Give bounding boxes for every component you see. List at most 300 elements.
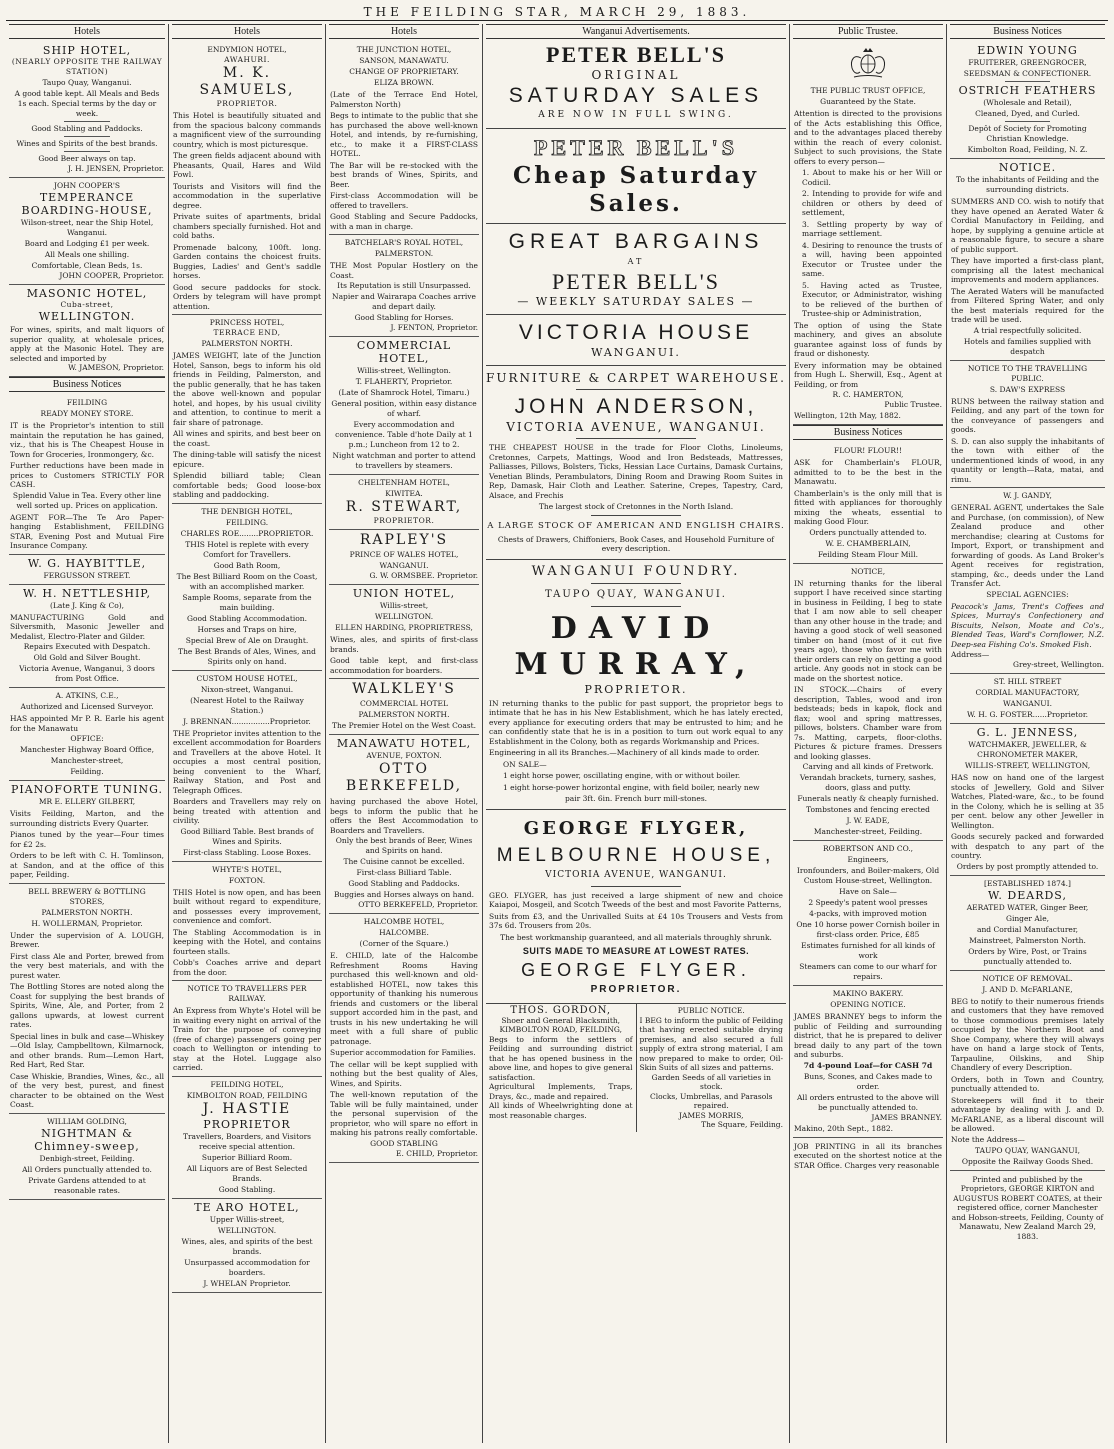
- ad-text: 2. Intending to provide for wife and children or others by deed of settlement,: [802, 189, 942, 217]
- ad-sub: PROPRIETOR.: [216, 99, 278, 108]
- ad-line: ARE NOW IN FULL SWING.: [538, 110, 734, 120]
- ad-princess-hotel: [172, 315, 322, 504]
- ad-line: FOXTON.: [228, 875, 266, 885]
- ad-text: IN STOCK.—Chairs of every description, Tables, wood and iron bedsteads; beds in kapok, flock and flax; wool and spring mattresses, pillows, bolsters. Chamber ware from 7s. Matting, carpets, floor-cloths. Pictures & picture frames. Dressers and looking glasses.: [794, 685, 942, 761]
- ad-title: PIANOFORTE TUNING.: [10, 783, 164, 796]
- ad-title: SATURDAY SALES: [508, 84, 764, 107]
- ad-text: Every information may be obtained from Hugh L. Sherwill, Esq., Agent at Feilding, or from: [794, 360, 942, 389]
- ad-wanganui-foundry: [486, 565, 786, 804]
- ad-line: (Late of Shamrock Hotel, Timaru.): [338, 388, 470, 397]
- ad-text: Storekeepers will find it to their advantage by dealing with J. and D. McFARLANE, as a liberal discount will be allowed.: [951, 1095, 1104, 1133]
- ad-text: 4. Desiring to renounce the trusts of a will, having been appointed Executor or Trustee under the same.: [802, 240, 942, 278]
- ad-line: Private Gardens attended to at reasonable rates.: [28, 1175, 146, 1195]
- ad-line: Ginger Ale,: [1005, 913, 1050, 923]
- ad-line: H. WOLLERMAN, Proprietor.: [31, 918, 143, 928]
- ad-text: THE Most Popular Hostlery on the Coast.: [330, 261, 478, 280]
- ad-piano-tuning: [9, 781, 165, 884]
- ad-golding: [9, 1114, 165, 1200]
- ad-text: THE CHEAPEST HOUSE in the trade for Floor Cloths, Linoleums, Cretonnes, Carpets, Mattings, Wood and Iron Bedsteads, Mattresses, Palliasses, Pillows, Bolsters, Ticks, Hessian Lace Curtains, Damask Curtains, Venetian Blinds, Perambulators, Dining Room and Drawing Room Suites in Rep, Damask, Hair Cloth and Leather. Saterine, Crepes, Tapestry, Card, Alsace, and Frechis: [489, 443, 783, 500]
- ad-line: OPENING NOTICE.: [830, 1000, 906, 1009]
- coat-of-arms-icon: [846, 46, 890, 80]
- column-head: Public Trustee.: [793, 24, 943, 39]
- ad-line: — WEEKLY SATURDAY SALES —: [517, 295, 755, 308]
- ad-cheltenham-hotel: [329, 475, 479, 530]
- ad-line: Orders by Wire, Post, or Trains punctually attended to.: [968, 946, 1087, 966]
- ad-text: THE Proprietor invites attention to the excellent accommodation for Boarders and Travellers at the above Hotel. It occupies a most central position, being convenient to the Wharf, Railway Station, and Post and Telegraph Offices.: [173, 728, 321, 795]
- ad-line: Garden Seeds of all varieties in stock.: [651, 1072, 771, 1091]
- ad-text: HAS now on hand one of the largest stocks of Jewellery, Gold and Silver Watches, Plated-ware, &c., to be found in the Colony, which he is selling at 35 per cent. below any other Jeweller in Wellington.: [951, 773, 1104, 830]
- ad-sub: (NEARLY OPPOSITE THE RAILWAY STATION): [11, 57, 163, 76]
- ad-title: BELL BREWERY & BOTTLING STORES,: [28, 886, 146, 906]
- ad-line: The Best Billiard Room on the Coast, with an accomplished marker.: [176, 571, 318, 591]
- ad-text: Wines, ales, and spirits of first-class brands.: [330, 635, 478, 654]
- ad-line: PROPRIETOR.: [584, 682, 688, 696]
- ad-line: Cleaned, Dyed, and Curled.: [975, 109, 1080, 118]
- ad-halcombe-hotel: [329, 914, 479, 1163]
- ad-title: JOHN ANDERSON,: [514, 395, 758, 418]
- ad-text: Visits Feilding, Marton, and the surrounding districts Every Quarter.: [10, 809, 164, 828]
- column-3: [326, 24, 483, 1443]
- ad-text: Peacock's Jams, Trent's Coffees and Spices, Murray's Confectionery and Biscuits, Nelson, Moate and Co's., Blended Teas, Ward's Cornflower, N.Z. Deep-sea Fishing Co's. Smoked Fish.: [951, 601, 1104, 649]
- ad-sub: TERRACE END,: [213, 328, 281, 337]
- ad-text: Agricultural Implements, Traps, Drays, &c., made and repaired.: [489, 1082, 633, 1101]
- ad-line: Only the best brands of Beer, Wines and Spirits on hand.: [335, 836, 473, 855]
- ad-title: COMMERCIAL HOTEL,: [356, 339, 452, 365]
- ad-text: I BEG to inform the public of Feilding that having erected suitable drying premises, and also secured a full supply of extra strong material, I am now prepared to make to order, Oil-Skin Suits of all sizes and patterns.: [639, 1015, 783, 1072]
- ad-signature: W. H. G. FOSTER......Proprietor.: [967, 710, 1088, 719]
- ad-text: Suits from £3, and the Unrivalled Suits at £4 10s Trousers and Vests from 37s 6d. Trousers from 20s.: [489, 911, 783, 930]
- ad-text: All wines and spirits, and best beer on the coast.: [173, 429, 321, 448]
- ad-line: Sample Rooms, separate from the main building.: [182, 592, 312, 612]
- ad-line: PALMERSTON NORTH.: [41, 907, 133, 917]
- ad-line: The Best Brands of Ales, Wines, and Spirits only on hand.: [178, 646, 316, 666]
- ad-title: PETER BELL'S: [534, 135, 738, 160]
- ad-text: pair 3ft. 6in. French burr mill-stones.: [564, 794, 708, 803]
- ad-text: The largest stock of Cretonnes in the North Island.: [538, 502, 734, 511]
- ad-title: MANAWATU HOTEL,: [336, 737, 472, 750]
- ad-line: Horses and Traps on hire,: [197, 624, 297, 634]
- ad-line: Board and Lodging £1 per week.: [24, 239, 150, 248]
- ad-line: Wines and Spirits of the best brands.: [16, 139, 158, 148]
- ad-line: PALMERSTON NORTH.: [358, 710, 450, 719]
- ad-line: OFFICE:: [70, 734, 104, 743]
- ad-line: Orders by post promptly attended to.: [956, 861, 1099, 871]
- ad-line: Wines, ales, and spirits of the best brands.: [181, 1236, 313, 1256]
- ad-text: 1. About to make his or her Will or Codicil.: [802, 168, 942, 187]
- ad-line: ELIZA BROWN.: [374, 78, 434, 87]
- ad-title: OSTRICH FEATHERS: [958, 84, 1097, 97]
- ad-line: Superior Billiard Room.: [201, 1152, 293, 1162]
- ad-text: Begs to inform the settlers of Feilding and surrounding district that he has opened business in the above line, and hopes to give general satisfaction.: [489, 1034, 633, 1082]
- ad-line: Grey-street, Wellington.: [1013, 660, 1104, 669]
- ad-line: AT: [627, 257, 645, 266]
- ad-makino-bakery: [793, 986, 943, 1138]
- ad-text: GEO. FLYGER, has just received a large shipment of new and choice Kaiapoi, Mosgeil, and Scotch Tweeds of the best and most Favorite Patterns,: [489, 890, 783, 909]
- ad-st-hill-cordial: [950, 674, 1105, 724]
- column-head: Wanganui Advertisements.: [486, 24, 786, 39]
- ad-line: Every accommodation and convenience. Table d'hote Daily at 1 p.m.; Luncheon from 12 to 2.: [335, 420, 473, 449]
- ad-title: W. DEARDS,: [988, 888, 1067, 902]
- ad-endymion-hotel: [172, 42, 322, 315]
- ad-line: To the inhabitants of Feilding and the surrounding districts.: [956, 175, 1099, 194]
- ad-edwin-young: [950, 42, 1105, 159]
- ad-line: Night watchman and porter to attend to travellers by steamers.: [332, 451, 476, 470]
- ad-signature: J. FENTON, Proprietor.: [390, 323, 478, 332]
- ad-line: WILLIS-STREET, WELLINGTON,: [964, 761, 1091, 770]
- ad-title: R. STEWART,: [345, 499, 463, 515]
- ad-text: Good table kept, and first-class accommodation for boarders.: [330, 656, 478, 675]
- column-head: Hotels: [9, 24, 165, 39]
- ad-title: WALKLEY'S: [352, 681, 456, 697]
- ad-text: SUMMERS AND CO. wish to notify that they have opened an Aerated Water & Cordial Manufactory in Feilding, and hope, by supplying a genuine article at a reasonable figure, to secure a share of public support.: [951, 197, 1104, 254]
- ad-line: FEILDING.: [225, 517, 269, 527]
- ad-text: S. D. can also supply the inhabitants of the town with either of the undermentioned kinds of wood, in any quantity or length—Rata, matai, and rimu.: [951, 436, 1104, 484]
- ad-signature: JAMES MORRIS,: [679, 1110, 744, 1120]
- ad-line: Manchester-street, Feilding.: [813, 827, 923, 836]
- ad-line: Good Stabling for Horses.: [354, 313, 454, 322]
- imprint: [950, 1171, 1105, 1245]
- ad-title: JOHN COOPER'S: [53, 181, 121, 190]
- ad-text: E. CHILD, late of the Halcombe Refreshment Rooms Having purchased this well-known and old-established HOTEL, now takes this opportunity of thanking his numerous friends and customers or the liberal support accorded him in the past, and trusts in his new undertaking he will meet with a full share of public patronage.: [330, 951, 478, 1046]
- ad-title: MELBOURNE HOUSE,: [496, 844, 776, 866]
- ad-sub: (Late J. King & Co),: [49, 600, 125, 610]
- ad-title: CHELTENHAM HOTEL,: [358, 478, 450, 487]
- ad-te-aro-hotel: [172, 1199, 322, 1293]
- ad-nettleship: [9, 585, 165, 689]
- ad-batchelar-hotel: [329, 235, 479, 337]
- imprint-text: Printed and published by the Proprietors, GEORGE KIRTON and AUGUSTUS ROBERT COATES, at their registered office, corner Manchester and Hobson-streets, Feilding, County of Manawatu, New Zealand March 29, 1883.: [951, 1174, 1104, 1241]
- ad-line: Good Beer always on tap.: [38, 154, 136, 163]
- ad-notice-travellers: [172, 981, 322, 1077]
- ad-jenness: [950, 724, 1105, 876]
- ad-title: PETER BELL'S: [546, 42, 726, 67]
- ad-text: The best workmanship guaranteed, and all materials throughly shrunk.: [500, 932, 772, 942]
- ad-title: READY MONEY STORE.: [40, 409, 134, 418]
- ad-text: 1 eight horse power, oscillating engine, with or without boiler.: [503, 771, 741, 780]
- ad-line: Clocks, Umbrellas, and Parasols repaired.: [650, 1091, 773, 1110]
- ad-line: Victoria Avenue, Wanganui, 3 doors from Post Office.: [19, 664, 155, 683]
- ad-line: Shoer and General Blacksmith,: [501, 1015, 621, 1025]
- ad-custom-house-hotel: [172, 671, 322, 862]
- ad-text: Private suites of apartments, bridal chambers specially furnished. Hot and cold baths.: [173, 212, 321, 240]
- ad-text: 1 eight horse-power horizontal engine, with field boiler, nearly new: [503, 782, 760, 792]
- ad-george-flyger: [486, 815, 786, 998]
- ad-line: Note the Address—: [951, 1134, 1025, 1144]
- ad-text: RUNS between the railway station and Feilding, and any part of the town for the conveyance of passengers and goods.: [951, 396, 1104, 434]
- ad-title: W. G. HAYBITTLE,: [27, 556, 147, 570]
- ad-title: PUBLIC NOTICE.: [677, 1006, 745, 1015]
- ad-signature: W. E. CHAMBERLAIN,: [825, 538, 911, 548]
- ad-title: TE ARO HOTEL,: [194, 1200, 300, 1214]
- ad-line: Good Bath Room,: [213, 560, 281, 570]
- ad-mcfarlane-removal: [950, 971, 1105, 1171]
- ad-line: WELLINGTON.: [374, 612, 434, 621]
- ad-line: Verandah brackets, turnery, sashes, doors, glass and putty.: [799, 773, 937, 792]
- ad-text: IT is the Proprietor's intention to still maintain the reputation he has gained, viz., that his is The Cheapest House in Town for Groceries, Ironmongery, &c.: [10, 421, 164, 459]
- ad-title: MASONIC HOTEL,: [26, 287, 148, 300]
- ad-title: THE DENBIGH HOTEL,: [201, 506, 293, 516]
- ad-text: All kinds of Wheelwrighting done at most reasonable charges.: [489, 1101, 633, 1120]
- ad-junction-hotel: [329, 42, 479, 235]
- ad-line: Have on Sale—: [839, 887, 897, 896]
- ad-signature: G. W. ORMSBEE. Proprietor.: [369, 571, 478, 580]
- ad-line: Wellington, 12th May, 1882.: [794, 411, 901, 420]
- ad-title: NIGHTMAN & Chimney-sweep,: [34, 1126, 140, 1153]
- masthead: THE FEILDING STAR, MARCH 29, 1883.: [6, 4, 1108, 21]
- ad-title: W. H. NETTLESHIP,: [23, 586, 151, 600]
- ad-line: Estimates furnished for all kinds of work: [801, 941, 935, 960]
- ad-deards: [950, 876, 1105, 971]
- ad-text: ON SALE—: [503, 759, 547, 769]
- ad-signature: W. JAMESON, Proprietor.: [68, 363, 164, 372]
- ad-text: For wines, spirits, and malt liquors of superior quality, at wholesale prices, apply at the Masonic Hotel. They are selected and imported by: [10, 325, 164, 363]
- ad-public-trust-office: [793, 42, 943, 425]
- ad-text: Promenade balcony, 100ft. long. Garden contains the choicest fruits. Buggies, Ladies' and Gent's saddle horses.: [173, 242, 321, 280]
- ad-title: G. L. JENNESS,: [976, 726, 1079, 739]
- ad-line: Travellers, Boarders, and Visitors receive special attention.: [182, 1131, 312, 1151]
- ad-line: Orders punctually attended to.: [809, 527, 927, 537]
- ad-line: CHANGE OF PROPRIETARY.: [349, 67, 459, 76]
- ad-text: Further reductions have been made in prices to Customers STRICTLY FOR CASH.: [10, 461, 164, 489]
- ad-line: General position, within easy distance of wharf.: [331, 399, 477, 418]
- ad-title: FURNITURE & CARPET WAREHOUSE.: [486, 371, 786, 385]
- column-head: Business Notices: [950, 24, 1105, 39]
- ad-line: All Liquors are of Best Selected Brands.: [186, 1163, 308, 1183]
- ad-title: ENDYMION HOTEL,: [207, 45, 287, 54]
- ad-line: A LARGE STOCK OF AMERICAN AND ENGLISH CHAIRS.: [487, 520, 785, 531]
- ad-text: Orders, both in Town and Country, punctually attended to.: [951, 1074, 1104, 1093]
- ad-line: All Meals one shilling.: [44, 250, 130, 259]
- ad-title: MAKINO BAKERY.: [832, 989, 904, 998]
- ad-line: Manchester-street,: [50, 756, 124, 765]
- ad-line: SEEDSMAN & CONFECTIONER.: [963, 69, 1092, 78]
- ad-line: CHARLES ROE........PROPRIETOR.: [180, 528, 314, 538]
- ad-line: Napier and Wairarapa Coaches arrive and depart daily.: [332, 292, 476, 311]
- ad-text: Pianos tuned by the year—Four times for £2 2s.: [10, 830, 164, 849]
- ad-title: FEILDING HOTEL,: [210, 1079, 284, 1089]
- ad-line: SUITS MADE TO MEASURE AT LOWEST RATES.: [522, 946, 750, 956]
- ad-line: J. WHELAN Proprietor.: [203, 1278, 291, 1288]
- ad-union-hotel: [329, 585, 479, 679]
- ad-line: Hotels and families supplied with despatch: [963, 336, 1092, 356]
- ad-text: This Hotel is beautifully situated and from the spacious balcony commands a magnificent view of the surrounding country, which is most picturesque.: [173, 111, 321, 149]
- ad-line: COMMERCIAL HOTEL: [360, 699, 448, 708]
- ad-line: S. DAW'S EXPRESS: [989, 384, 1066, 394]
- ad-text: The dining-table will satisfy the nicest epicure.: [173, 450, 321, 469]
- ad-text: JAMES WEIGHT, late of the Junction Hotel, Sanson, begs to inform his old friends in Feilding, Palmerston, and the public generally, that he has taken the above well-known and popular hotel, and hopes, by his usual civility and attention, to continue to merit a fair share of patronage.: [173, 351, 321, 427]
- ad-line: CORDIAL MANUFACTORY,: [975, 688, 1080, 697]
- ad-line: PALMERSTON.: [374, 249, 434, 258]
- ad-text: The well-known reputation of the Table will be fully maintained, under the personal supervision of the proprietor, who will spare no effort in making his patrons really comfortable.: [330, 1090, 478, 1137]
- ad-line: TAUPO QUAY, WANGANUI,: [975, 1145, 1080, 1155]
- ad-line: WATCHMAKER, JEWELLER, & CHRONOMETER MAKER,: [968, 740, 1087, 759]
- ad-text: First-class Accommodation will be offered to travellers.: [330, 191, 478, 210]
- ad-title: DAVID MURRAY,: [514, 610, 758, 682]
- ad-signature: OTTO BERKEFELD, Proprietor.: [358, 900, 478, 909]
- ad-line: Nixon-street, Wanganui.: [200, 684, 294, 694]
- ad-bell-brewery: [9, 884, 165, 1114]
- ad-cooper-boarding: [9, 178, 165, 285]
- ad-text: They have imported a first-class plant, comprising all the latest mechanical improvements and modern appliances.: [951, 256, 1104, 284]
- ad-title: ST. HILL STREET: [993, 677, 1062, 686]
- ad-line: Mainstreet, Palmerston North.: [969, 935, 1086, 945]
- ad-title: ROBERTSON AND CO.,: [822, 844, 914, 853]
- ad-line: Repairs Executed with Despatch.: [23, 642, 151, 651]
- ad-text: Cobb's Coaches arrive and depart from the door.: [173, 958, 321, 977]
- ad-haybittle: [9, 555, 165, 585]
- ad-peter-bell: [486, 42, 786, 360]
- ad-text: BEG to notify to their numerous friends and customers that they have removed to those commodious premises lately occupied by the Northern Boot and Shoe Company, where they will always have on hand a large stock of Tents, Tarpauline, Oilskins, and Ship Chandlery of every Description.: [951, 996, 1104, 1072]
- ad-title: GREAT BARGAINS: [508, 230, 764, 253]
- ad-signature: R. C. HAMERTON,: [832, 390, 904, 399]
- ad-ready-money-store: [9, 395, 165, 555]
- ad-masonic-hotel: [9, 285, 165, 377]
- ad-eade-notice: [793, 564, 943, 842]
- ad-title: BATCHELAR'S ROYAL HOTEL,: [344, 238, 464, 247]
- ad-text: GENERAL AGENT, undertakes the Sale and Purchase, (on commission), of New Zealand produce and other merchandise; clearing at Customs for Import, Export, or transhipment and forwarding of goods. As Land Broker's Agent receives for registration, stamping, &c., deeds under the Land Transfer Act.: [951, 503, 1104, 588]
- ad-title: RAPLEY'S: [359, 532, 449, 548]
- ad-text: MANUFACTURING Gold and Silversmith, Masonic Jeweller and Medalist, Electro-Plater and Gilder.: [10, 612, 164, 641]
- ad-ship-hotel: [9, 42, 165, 178]
- ad-text: HAS appointed Mr P. R. Earle his agent for the Manawatu: [10, 714, 164, 733]
- ad-signature: J. W. EADE,: [846, 816, 890, 825]
- ad-line: All orders entrusted to the above will be punctually attended to.: [797, 1092, 939, 1112]
- ad-line: Depôt of Society for Promoting Christian Knowledge.: [968, 124, 1087, 143]
- ad-signature: E. CHILD, Proprietor.: [395, 1148, 478, 1158]
- ad-title: WHYTE'S HOTEL,: [212, 864, 282, 874]
- ad-title: A. ATKINS, C.E.,: [55, 691, 119, 700]
- ad-line: (Corner of the Square.): [359, 939, 449, 948]
- ad-text: 3. Settling property by way of marriage settlement.: [802, 219, 942, 238]
- ad-text: Good Stabling and Secure Paddocks, with a man in charge.: [330, 212, 478, 231]
- column-5: [790, 24, 947, 1443]
- ad-text: IN returning thanks for the liberal support I have received since starting in business in Feilding, I beg to state that I am now able to sell cheaper than any other house in the trade; and having a good stock of well seasoned timber on hand (most of it cut five years ago), those who favor me with their orders can rely on getting a good article. Any goods not in stock can be made on the shortest notice.: [794, 578, 942, 683]
- ad-line: SPECIAL AGENCIES:: [986, 589, 1069, 599]
- ad-text: Special lines in bulk and case—Whiskey—Old Islay, Campbelltown, Kilmarnock, and other brands. Rum—Lemon Hart, Red Hart, Red Star.: [10, 1031, 164, 1069]
- ad-title: WANGANUI FOUNDRY.: [531, 563, 741, 579]
- ad-chamberlain-flour: [793, 443, 943, 564]
- ad-line: Upper Willis-street,: [209, 1214, 285, 1224]
- column-2: [169, 24, 326, 1443]
- ad-text: The Stabling Accommodation is in keeping with the Hotel, and contains fourteen stalls.: [173, 927, 321, 956]
- ad-text: The green fields adjacent abound with Pheasants, Quail, Hares and Wild Fowl.: [173, 151, 321, 179]
- ad-text: JOB PRINTING in all its branches executed on the shortest notice at the STAR Office. Charges very reasonable: [794, 1141, 942, 1170]
- ad-line: (Wholesale and Retail),: [983, 98, 1072, 107]
- ad-line: HALCOMBE.: [379, 928, 429, 937]
- ad-line: MR E. ELLERY GILBERT,: [38, 797, 136, 806]
- ad-line: Denbigh-street, Feilding.: [39, 1153, 135, 1163]
- ad-text: Attention is directed to the provisions of the Acts establishing this Office, and to the advantages placed thereby within the reach of every colonist. Subject to such provisions, the State offers to every person—: [794, 109, 942, 166]
- ad-line: A trial respectfully solicited.: [973, 325, 1082, 335]
- ad-line: 7d 4-pound Loaf—for CASH 7d: [803, 1060, 933, 1070]
- ad-line: Good Stabling and Paddocks.: [31, 124, 143, 133]
- ad-text: JAMES BRANNEY begs to inform the public of Feilding and surrounding district, that he is prepared to deliver bread daily to any part of the town and suburbs.: [794, 1012, 942, 1059]
- ad-daws-express: [950, 361, 1105, 489]
- ad-line: J. AND D. McFARLANE,: [982, 984, 1073, 994]
- column-wanganui: [483, 24, 790, 1443]
- ad-pair-bottom: [486, 1003, 786, 1132]
- ad-title: Cheap Saturday Sales.: [513, 162, 759, 217]
- ad-title: PRINCESS HOTEL,: [209, 318, 285, 327]
- ad-line: Comfortable, Clean Beds, 1s.: [31, 261, 143, 270]
- ad-text: Splendid billiard table; Clean comfortable beds; Good loose-box stabling and paddocking.: [173, 471, 321, 499]
- ad-commercial-hotel: [329, 337, 479, 475]
- columns: [6, 24, 1108, 1443]
- ad-line: Opposite the Railway Goods Shed.: [961, 1156, 1094, 1166]
- ad-title: PETER BELL'S: [552, 269, 720, 294]
- ad-line: KIMBOLTON ROAD, FEILDING: [186, 1090, 308, 1100]
- ad-line: Its Reputation is still Unsurpassed.: [337, 281, 471, 290]
- ad-line: J. BRENNAN................Proprietor.: [183, 716, 311, 726]
- ad-line: Good Billiard Table. Best brands of Wines and Spirits.: [180, 826, 314, 846]
- ad-line: ELLEN HARDING, PROPRIETRESS,: [335, 623, 473, 632]
- ad-text: The option of using the State machinery, and gives an absolute guarantee against loss of funds by fraud or dishonesty.: [794, 320, 942, 358]
- ad-signature: Public Trustee.: [884, 400, 942, 409]
- ad-text: First class Ale and Porter, brewed from the very best materials, and with the purest water.: [10, 951, 164, 980]
- ad-john-anderson: [486, 371, 786, 554]
- ad-text: AGENT FOR—The Te Aro Paper-hanging Establishment, FEILDING STAR, Evening Post and Mutual Fire Insurance Company.: [10, 512, 164, 550]
- ad-line: Buns, Scones, and Cakes made to order.: [803, 1071, 933, 1091]
- ad-line: Feilding.: [70, 767, 104, 776]
- column-head: Hotels: [172, 24, 322, 39]
- ad-text: Good secure paddocks for stock. Orders by telegram will have prompt attention.: [173, 282, 321, 311]
- ad-sub: PROPRIETOR.: [373, 516, 435, 525]
- ad-title: NOTICE TO TRAVELLERS PER RAILWAY.: [187, 984, 307, 1003]
- ad-line: One 10 horse power Cornish boiler in first-class order. Price, £85: [796, 920, 940, 939]
- ad-title: J. HASTIE: [202, 1100, 292, 1117]
- ad-text: An Express from Whyte's Hotel will be in waiting every night on arrival of the Train for the purpose of conveying (free of charge) passengers going per coach to Wellington or intending to stay at the Hotel. Luggage also carried.: [173, 1006, 321, 1072]
- ad-line: Willis-street,: [379, 601, 429, 610]
- ad-text: The Aerated Waters will be manufacted from Filtered Spring Water, and only the best materials required for the trade will be used.: [951, 286, 1104, 324]
- ad-line: WANGANUI.: [379, 561, 429, 570]
- ad-signature: JOHN COOPER, Proprietor.: [59, 271, 164, 280]
- ad-line: First-class Billiard Table.: [356, 868, 452, 877]
- ad-title: NOTICE,: [850, 566, 886, 576]
- ad-title: THE JUNCTION HOTEL,: [356, 45, 452, 54]
- ad-signature: J. H. JENSEN, Proprietor.: [67, 164, 164, 173]
- ad-text: Case Whiskie, Brandies, Wines, &c., all of the very best, purest, and finest character to be obtained on the West Coast.: [10, 1071, 164, 1109]
- ad-job-printing: [793, 1138, 943, 1174]
- ad-text: THIS Hotel is now open, and has been built without regard to expenditure, and possesses every improvement, convenience and comfort.: [173, 887, 321, 925]
- ad-text: Superior accommodation for Families.: [330, 1048, 476, 1057]
- ad-title: FEILDING: [66, 398, 108, 407]
- ad-manawatu-hotel: [329, 735, 479, 914]
- ad-line: VICTORIA AVENUE, WANGANUI.: [545, 869, 727, 880]
- ad-atkins: [9, 688, 165, 781]
- ad-text: ASK for Chamberlain's FLOUR, admitted to to be the best in the Manawatu.: [794, 458, 942, 486]
- ad-line: AVENUE, FOXTON.: [366, 751, 442, 760]
- ad-line: All Orders punctually attended to.: [22, 1164, 152, 1174]
- ad-line: Manchester Highway Board Office,: [20, 745, 154, 754]
- ad-text: Chests of Drawers, Chiffoniers, Book Cases, and Household Furniture of every description.: [497, 534, 775, 553]
- ad-line: [ESTABLISHED 1874.]: [984, 878, 1071, 888]
- ad-title: THOS. GORDON,: [510, 1005, 612, 1016]
- ad-title: HALCOMBE HOTEL,: [363, 917, 445, 926]
- column-1: [6, 24, 169, 1443]
- ad-title: NOTICE TO THE TRAVELLING PUBLIC.: [967, 363, 1088, 383]
- ad-whytes-hotel: [172, 862, 322, 982]
- ad-line: Wilson-street, near the Ship Hotel, Wanganui.: [20, 218, 154, 237]
- ad-line: TAUPO QUAY, WANGANUI.: [545, 588, 727, 600]
- column-head: Hotels: [329, 24, 479, 39]
- ad-denbigh-hotel: [172, 504, 322, 671]
- column-6: [947, 24, 1108, 1443]
- ad-text: Begs to intimate to the public that she has purchased the above well-known Hotel, and intends, by re-furnishing, etc., to make it a FIRST-CLASS HOTEL.: [330, 111, 478, 158]
- ad-line: Good Stabling and Paddocks.: [348, 879, 460, 888]
- ad-line: KIMBOLTON ROAD, FEILDING,: [499, 1025, 622, 1034]
- ad-line: ORIGINAL: [591, 68, 681, 82]
- ad-line: AERATED WATER, Ginger Beer,: [966, 902, 1089, 912]
